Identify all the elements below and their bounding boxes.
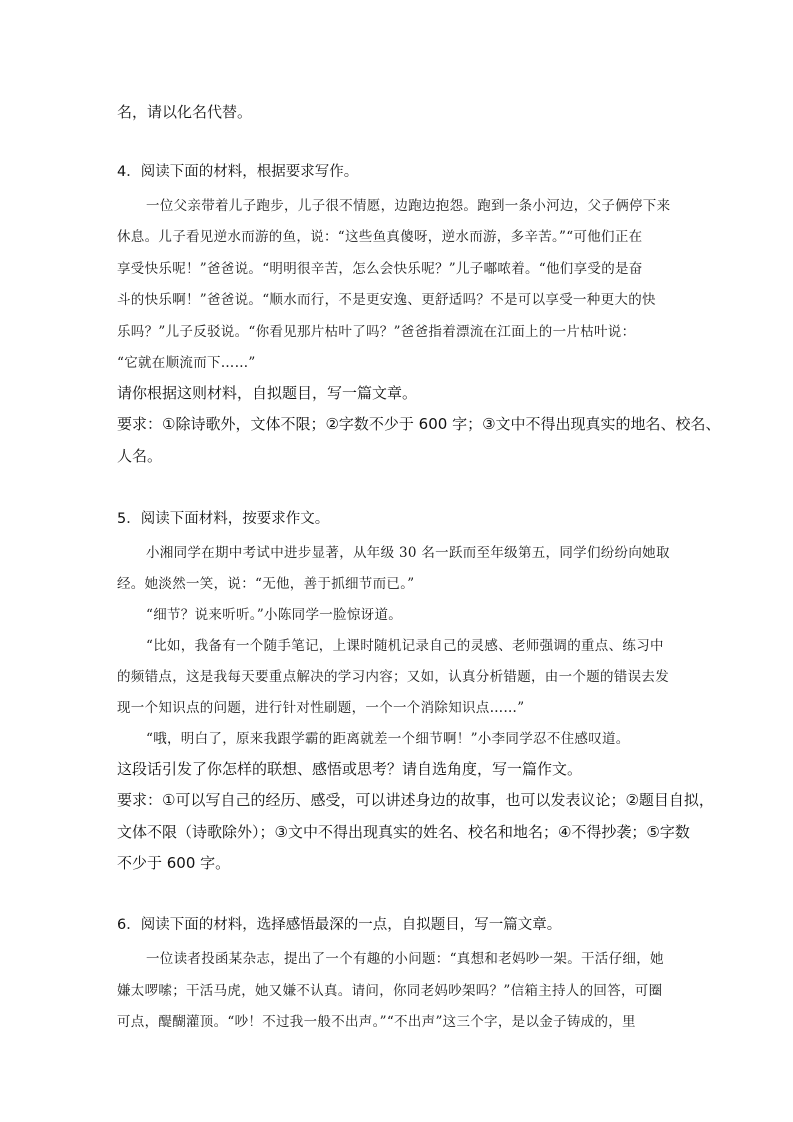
question-6-title: 6．阅读下面的材料，选择感悟最深的一点，自拟题目，写一篇文章。 [117, 917, 562, 933]
q5-material-line: “比如，我备有一个随手笔记，上课时随机记录自己的灵感、老师强调的重点、练习中 [146, 638, 664, 654]
q5-task: 这段话引发了你怎样的联想、感悟或思考？请自选角度，写一篇作文。 [117, 760, 583, 778]
q4-material-line: 享受快乐呢！”爸爸说。“明明很辛苦，怎么会快乐呢？”儿子嘟哝着。“他们享受的是奋 [117, 261, 643, 277]
question-5-title: 5．阅读下面材料，按要求作文。 [117, 511, 330, 527]
q5-material-line: 经。她淡然一笑，说：“无他，善于抓细节而已。” [117, 576, 415, 592]
q5-requirement-line: 要求：①可以写自己的经历、感受，可以讲述身边的故事，也可以发表议论；②题目自拟， [117, 791, 714, 809]
q6-material-line: 一位读者投函某杂志，提出了一个有趣的小问题：“真想和老妈吵一架。干活仔细，她 [146, 951, 664, 967]
q4-material-line: “它就在顺流而下……” [117, 355, 256, 371]
q5-requirement-line: 文体不限（诗歌除外）；③文中不得出现真实的姓名、校名和地名；④不得抄袭；⑤字数 [117, 823, 690, 841]
q4-task: 请你根据这则材料，自拟题目，写一篇文章。 [117, 384, 418, 402]
q4-requirement-line: 人名。 [117, 447, 163, 465]
q5-material-line: 的频错点，这是我每天要重点解决的学习内容；又如，认真分析错题，由一个题的错误去发 [117, 669, 669, 685]
q4-material-line: 一位父亲带着儿子跑步，儿子很不情愿，边跑边抱怨。跑到一条小河边，父子俩停下来 [146, 198, 671, 214]
q6-material-line: 可点，醍醐灌顶。“吵！不过我一般不出声。”“不出声”这三个字，是以金子铸成的，里 [117, 1014, 636, 1030]
q5-requirement-line: 不少于 600 字。 [117, 854, 231, 872]
q5-material-line: “哦，明白了，原来我跟学霸的距离就差一个细节啊！”小李同学忍不住感叹道。 [146, 731, 630, 747]
q4-requirement-line: 要求：①除诗歌外，文体不限；②字数不少于 600 字；③文中不得出现真实的地名、校名、 [117, 415, 721, 433]
q4-material-line: 休息。儿子看见逆水而游的鱼，说：“这些鱼真傻呀，逆水而游，多辛苦。”“可他们正在 [117, 229, 643, 245]
q4-material-line: 乐吗？”儿子反驳说。“你看见那片枯叶了吗？”爸爸指着漂流在江面上的一片枯叶说： [117, 324, 636, 340]
q4-material-line: 斗的快乐啊！”爸爸说。“顺水而行，不是更安逸、更舒适吗？不是可以享受一种更大的快 [117, 292, 656, 308]
q5-material-line: “细节？说来听听。”小陈同学一脸惊讶道。 [146, 607, 403, 623]
question-4-title: 4．阅读下面的材料，根据要求写作。 [117, 164, 359, 180]
q5-material-line: 小湘同学在期中考试中进步显著，从年级 30 名一跃而至年级第五，同学们纷纷向她取 [146, 545, 670, 561]
intro-tail-text: 名，请以化名代替。 [117, 103, 253, 121]
q6-material-line: 嫌太啰嗦；干活马虎，她又嫌不认真。请问，你同老妈吵架吗？”信箱主持人的回答，可圈 [117, 983, 663, 999]
q5-material-line: 现一个知识点的问题，进行针对性刷题，一个一个消除知识点……” [117, 700, 525, 716]
